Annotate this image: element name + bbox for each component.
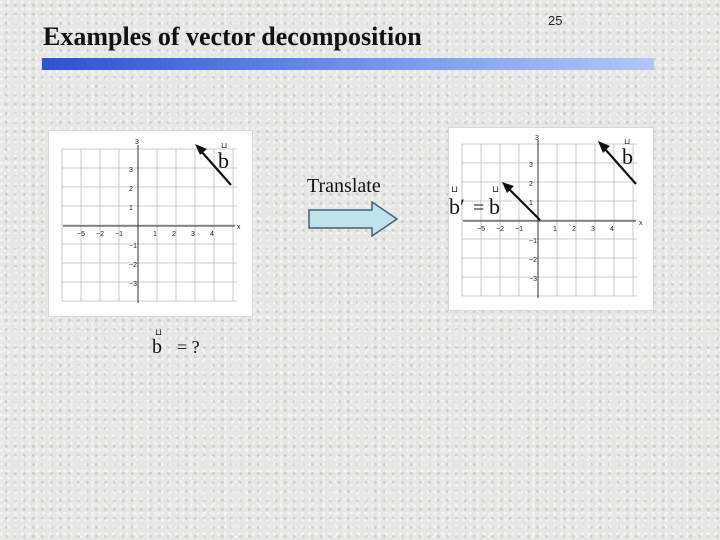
translate-arrow-icon — [308, 201, 398, 237]
x-tick-label: 4 — [210, 231, 214, 238]
y-tick-label: −1 — [129, 243, 137, 250]
x-tick-label: −2 — [96, 231, 104, 238]
equation-b-symbol: b — [152, 336, 162, 358]
y-tick-label: −2 — [129, 262, 137, 269]
page-number: 25 — [548, 13, 563, 28]
graph-right-x-ticks — [477, 226, 614, 233]
graph-left-y-ticks — [129, 167, 137, 288]
title-underline-bar — [42, 58, 654, 70]
x-tick-label: −5 — [77, 231, 85, 238]
vector-arrow-mark-right: ⊔ — [624, 137, 631, 146]
y-tick-label: −3 — [129, 281, 137, 288]
x-axis-end-label-right: x — [639, 220, 643, 227]
y-tick-label: −2 — [529, 257, 537, 264]
vector-b-label-left: b — [218, 148, 229, 173]
y-tick-label: −1 — [529, 238, 537, 245]
y-tick-label: 1 — [529, 200, 533, 207]
vector-arrow-mark-left: ⊔ — [221, 141, 228, 150]
x-axis-end-label: x — [237, 224, 241, 231]
x-tick-label: 2 — [172, 231, 176, 238]
y-tick-label: 2 — [129, 186, 133, 193]
x-tick-label: 4 — [610, 226, 614, 233]
equation-b-prime-equals-b — [449, 183, 509, 223]
equation-b-rhs-symbol: b — [489, 194, 500, 219]
vector-arrow-mark-bprime: ⊔ — [451, 184, 459, 194]
graph-right-y-ticks — [529, 162, 537, 283]
x-tick-label: −1 — [115, 231, 123, 238]
y-axis-top-label: 3 — [135, 139, 139, 146]
y-tick-label: 1 — [129, 205, 133, 212]
graph-left — [49, 131, 252, 316]
x-tick-label: −1 — [515, 226, 523, 233]
vector-b-label-right: b — [622, 144, 633, 169]
y-tick-label: 2 — [529, 181, 533, 188]
equation-b-rhs: = ? — [177, 337, 200, 357]
translate-label: Translate — [307, 175, 381, 197]
x-tick-label: −5 — [477, 226, 485, 233]
y-tick-label: 3 — [529, 162, 533, 169]
x-tick-label: 3 — [591, 226, 595, 233]
equation-b-question — [152, 326, 212, 360]
slide-title: Examples of vector decomposition — [43, 22, 422, 51]
x-tick-label: −2 — [496, 226, 504, 233]
vector-arrow-mark-eq: ⊔ — [155, 327, 163, 337]
y-tick-label: 3 — [129, 167, 133, 174]
equation-b-prime-lhs: b′ — [449, 194, 465, 219]
x-tick-label: 1 — [153, 231, 157, 238]
y-axis-top-label-right: 3 — [535, 135, 539, 142]
x-tick-label: 3 — [191, 231, 195, 238]
vector-arrow-mark-b: ⊔ — [492, 184, 500, 194]
y-tick-label: −3 — [529, 276, 537, 283]
x-tick-label: 1 — [553, 226, 557, 233]
graph-left-grid — [62, 149, 237, 301]
graph-left-x-ticks — [77, 231, 214, 238]
equation-equals-sign: = — [473, 197, 485, 219]
graph-left-svg — [49, 131, 252, 316]
x-tick-label: 2 — [572, 226, 576, 233]
